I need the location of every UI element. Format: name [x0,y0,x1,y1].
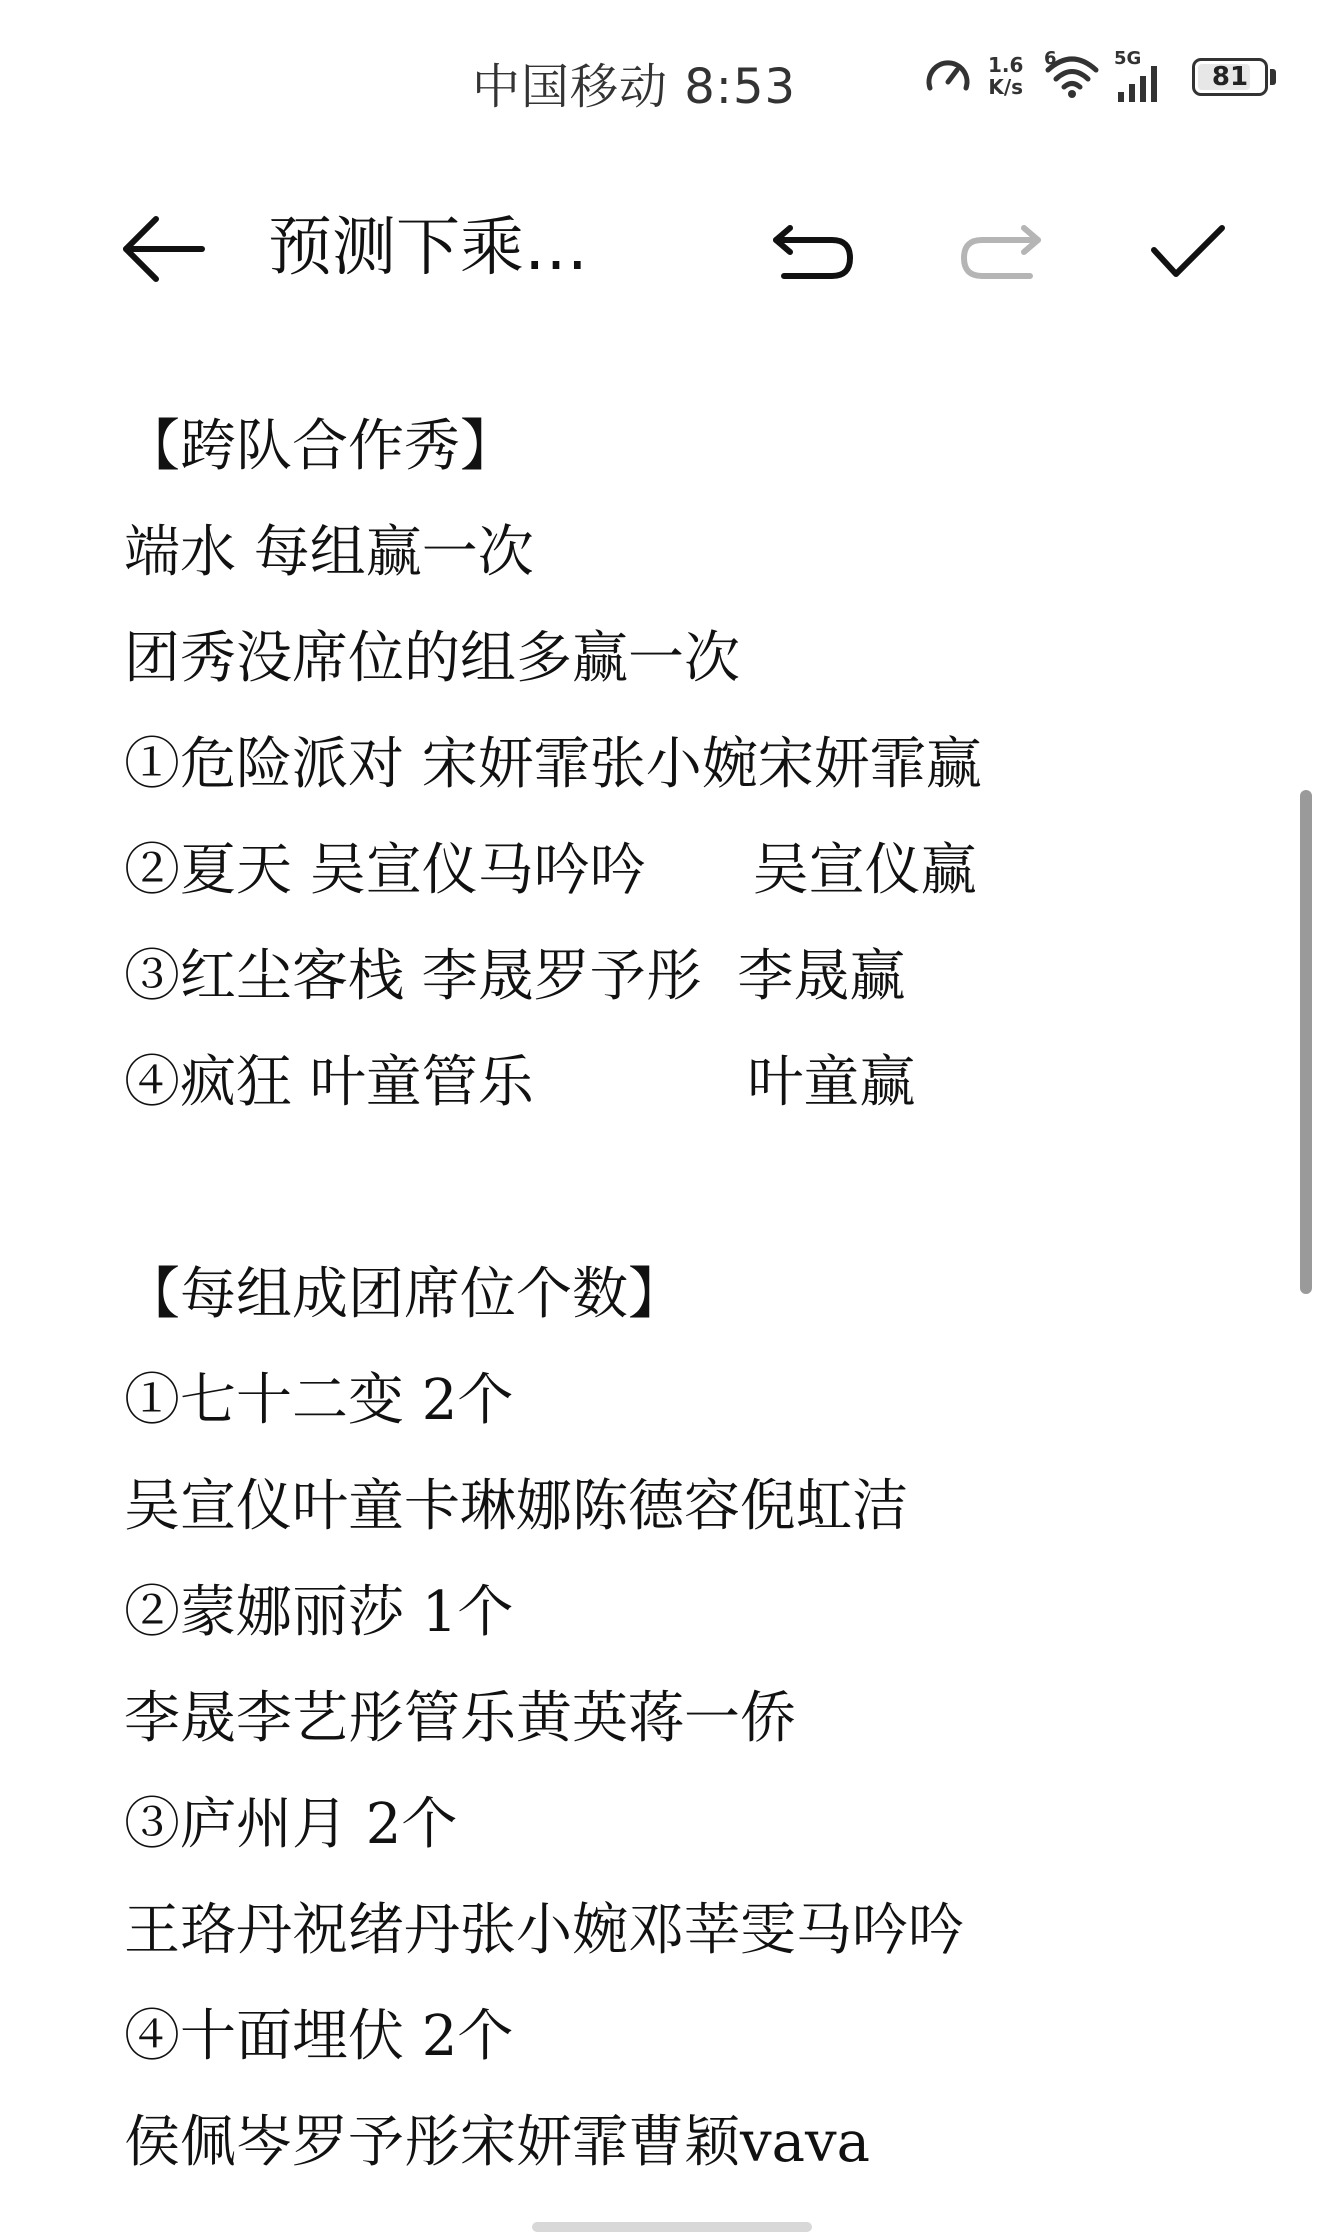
note-line: ③庐州月 2个 [124,1792,458,1857]
note-line: 侯佩岑罗予彤宋妍霏曹颖vava [124,2110,871,2175]
note-body[interactable] [124,394,1244,2196]
note-line: 【跨队合作秀】 [124,414,516,479]
note-line: 吴宣仪叶童卡琳娜陈德容倪虹洁 [124,1474,908,1539]
redo-icon[interactable] [958,224,1044,284]
network-speed [988,54,1023,98]
network-speed-value: 1.6 [988,53,1024,77]
scrollbar-thumb[interactable] [1300,790,1312,1294]
note-line: ①七十二变 2个 [124,1368,514,1433]
note-title: 预测下乘… [268,211,588,285]
battery-icon [1192,58,1268,96]
editor-toolbar [0,180,1344,320]
note-line: 李晟李艺彤管乐黄英蒋一侨 [124,1686,796,1751]
home-indicator[interactable] [532,2222,812,2232]
note-line: 王珞丹祝绪丹张小婉邓莘雯马吟吟 [124,1898,964,1963]
wifi-generation-label: 6 [1044,48,1057,69]
battery-tip [1270,69,1276,85]
wifi-icon [1044,52,1100,100]
note-line: 团秀没席位的组多赢一次 [124,626,740,691]
back-arrow-icon[interactable] [120,214,206,284]
note-line: ②夏天 吴宣仪马吟吟 吴宣仪赢 [124,838,977,903]
checkmark-icon[interactable] [1148,220,1228,284]
note-line: ④疯狂 叶童管乐 叶童赢 [124,1050,916,1115]
note-blank-line [124,1136,1244,1242]
note-line: 端水 每组赢一次 [124,520,534,585]
speedometer-icon [924,54,972,98]
status-bar [0,0,1344,160]
undo-icon[interactable] [770,224,856,284]
carrier-and-time: 中国移动 8:53 [472,59,797,115]
note-line: ④十面埋伏 2个 [124,2004,514,2069]
note-line: 【每组成团席位个数】 [124,1262,684,1327]
status-icons [924,48,1284,108]
signal-bars-icon [1116,62,1166,102]
note-line: ②蒙娜丽莎 1个 [124,1580,514,1645]
battery-level: 81 [1211,62,1249,92]
cellular-5g-label: 5G [1114,48,1142,69]
note-line: ③红尘客栈 李晟罗予彤 李晟赢 [124,944,906,1009]
network-speed-unit: K/s [988,75,1024,99]
note-line: ①危险派对 宋妍霏张小婉宋妍霏赢 [124,732,982,797]
